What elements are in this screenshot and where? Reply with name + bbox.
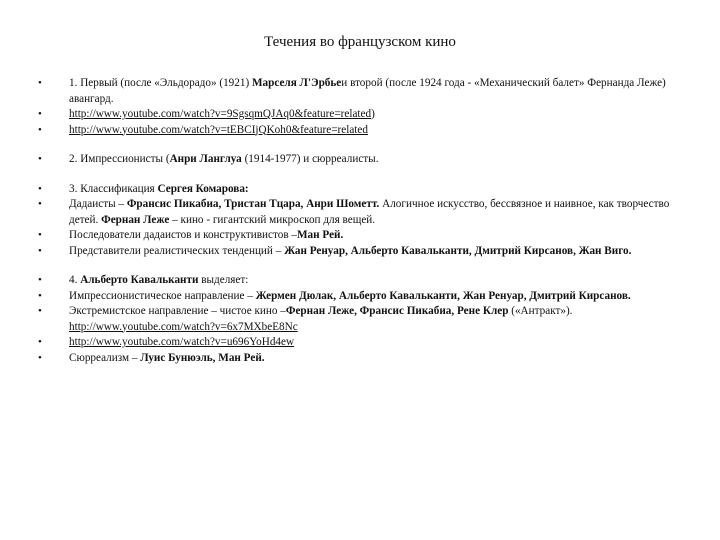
list-item-extremist-direction bbox=[38, 304, 680, 335]
item-text: Сюрреализм – bbox=[69, 351, 141, 364]
youtube-link-4[interactable]: http://www.youtube.com/watch?v=u696YoHd4ew bbox=[69, 336, 295, 348]
link-tail: ) bbox=[371, 108, 375, 120]
list-item-impressionists bbox=[38, 152, 680, 168]
item-text: Дадаисты – bbox=[69, 198, 127, 210]
item-text: («Антракт»). bbox=[508, 305, 573, 317]
name-cavalcanti: Альберто Кавальканти bbox=[80, 274, 199, 286]
names-realists: Жан Ренуар, Альберто Кавальканти, Дмитрий Кирсанов, Жан Виго. bbox=[284, 244, 632, 257]
names-dadaists: Франсис Пикабиа, Тристан Тцара, Анри Шометт. bbox=[126, 198, 380, 210]
names-surrealists: Луис Бунюэль, Ман Рей. bbox=[140, 351, 265, 364]
item-text: Импрессионистическое направление – bbox=[69, 289, 256, 302]
list-item-followers bbox=[38, 228, 680, 244]
item-text: Представители реалистических тенденций – bbox=[69, 244, 285, 257]
item-text: 2. Импрессионисты ( bbox=[69, 153, 170, 165]
item-text: и второй (после 1924 года - «Механический балет» Фернанда Леже) авангард. bbox=[69, 77, 666, 105]
item-text: Экстремистское направление – чистое кино – bbox=[69, 305, 286, 317]
item-text: 4. bbox=[69, 274, 81, 286]
list-item-link bbox=[38, 107, 680, 123]
list-item-surrealism bbox=[38, 351, 680, 367]
item-text: 3. Классификация bbox=[69, 182, 158, 195]
list-item-classification bbox=[38, 182, 680, 198]
item-text: выделяет: bbox=[198, 274, 249, 286]
names-impressionists: Жермен Дюлак, Альберто Кавальканти, Жан Ренуар, Дмитрий Кирсанов. bbox=[255, 289, 631, 302]
name-man-ray: Ман Рей. bbox=[297, 229, 344, 241]
item-text: 1. Первый (после «Эльдорадо» (1921) bbox=[69, 77, 252, 89]
list-item-link bbox=[38, 123, 680, 139]
list-item-avant-garde bbox=[38, 76, 680, 107]
list-item-realists bbox=[38, 244, 680, 260]
slide-title: Течения во французском кино bbox=[264, 34, 456, 50]
list-item-link bbox=[38, 335, 680, 351]
name-leger: Фернан Леже bbox=[101, 213, 170, 226]
item-text: (1914-1977) и сюрреалисты. bbox=[241, 153, 379, 165]
name-langlois: Анри Ланглуа bbox=[169, 153, 242, 165]
bullet-list bbox=[38, 76, 680, 366]
youtube-link-1[interactable]: http://www.youtube.com/watch?v=9SgsqmQJAq0&feature=related bbox=[69, 108, 372, 120]
names-extremists: Фернан Леже, Франсис Пикабиа, Рене Клер bbox=[285, 305, 509, 317]
item-text: Последователи дадаистов и конструктивистов – bbox=[69, 229, 297, 241]
list-item-cavalcanti bbox=[38, 273, 680, 289]
list-item-dadaists bbox=[38, 197, 680, 228]
list-item-impressionist-direction bbox=[38, 289, 680, 305]
youtube-link-3[interactable]: http://www.youtube.com/watch?v=6x7MXbeE8Nc bbox=[69, 320, 298, 333]
name-komarov: Сергея Комарова: bbox=[157, 182, 249, 195]
item-text: Алогичное искусство, бессвязное и наивное, как творчество детей. bbox=[69, 198, 670, 226]
youtube-link-2[interactable]: http://www.youtube.com/watch?v=tEBCIjQKoh0&feature=related bbox=[69, 123, 368, 136]
name-lherbier: Марселя Л'Эрбье bbox=[251, 77, 342, 89]
item-text: – кино - гигантский микроскоп для вещей. bbox=[169, 213, 376, 226]
